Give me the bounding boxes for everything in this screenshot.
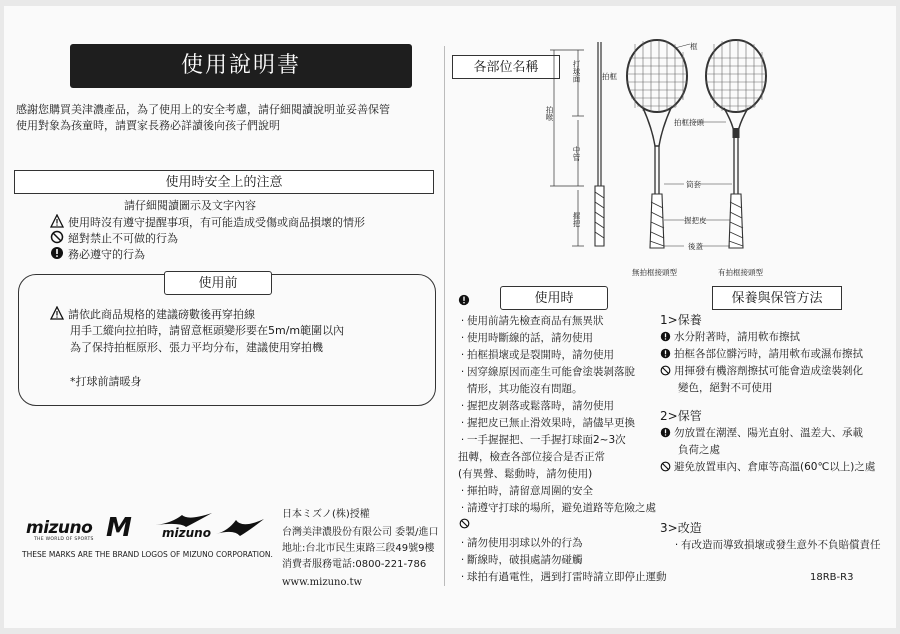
list-item: (有異聲、鬆動時，請勿使用) xyxy=(458,468,593,480)
mizuno-small-wordmark-logo: mizuno xyxy=(162,526,211,540)
storage-header: 保養與保管方法 xyxy=(712,286,842,310)
mandatory-circle-icon xyxy=(660,348,671,359)
intro-line-2: 使用對象為孩童時，請賈家長務必詳讀後向孩子們說明 xyxy=(16,119,280,132)
safety-item-text: 絕對禁止不可做的行為 xyxy=(68,232,178,245)
company-line-1: 日本ミズノ(株)授權 xyxy=(282,509,370,520)
list-item: 扭轉，檢查各部位接合是否正常 xyxy=(458,451,605,463)
modify-item: · 有改造而導致損壞或發生意外不負賠償責任 xyxy=(674,539,881,551)
company-line-3: 地址:台北市民生東路三段49號9樓 xyxy=(282,543,435,554)
keep-item: 避免放置車內、倉庫等高溫(60℃以上)之處 xyxy=(660,460,875,475)
logo-caption: THESE MARKS ARE THE BRAND LOGOS OF MIZUNO CORPORATION. xyxy=(22,550,273,559)
label-head-frame: 框 xyxy=(690,42,698,51)
prohibited-circle-icon xyxy=(50,230,64,244)
intro-line-1: 感謝您購買美津濃產品，為了使用上的安全考慮，請仔細閱讀說明並妥善保管 xyxy=(16,103,390,116)
care-item: 水分附著時，請用軟布擦拭 xyxy=(660,330,800,345)
safety-item-prohibited xyxy=(50,230,178,247)
list-item: · 請遵守打球的場所，避免道路等危險之處 xyxy=(460,502,656,514)
label-shaft: 中管 xyxy=(572,146,581,161)
list-item: · 握把皮已無止滑效果時，請儘早更換 xyxy=(460,417,635,429)
mizuno-wordmark-logo: mizuno xyxy=(26,518,93,538)
care-item: 拍框各部位髒污時，請用軟布或濕布擦拭 xyxy=(660,347,863,362)
prohibited-circle-icon xyxy=(660,461,671,472)
mandatory-circle-icon xyxy=(660,331,671,342)
mizuno-m-logo: M xyxy=(106,513,130,543)
label-throat-right: 拍框接頭 xyxy=(674,118,704,127)
list-item: · 一手握握把、一手握打球面2~3次 xyxy=(460,434,626,446)
safety-item-warning xyxy=(50,214,365,231)
warning-triangle-icon xyxy=(50,214,64,228)
list-item: · 斷線時，破損處請勿碰觸 xyxy=(460,554,583,566)
parts-header: 各部位名稱 xyxy=(452,55,560,79)
safety-subtitle: 請仔細閱讀圖示及文字內容 xyxy=(124,199,256,212)
manual-page xyxy=(4,6,896,628)
manual-title: 使用說明書 xyxy=(70,44,412,88)
before-use-line-3: 為了保持拍框原形、張力平均分布，建議使用穿拍機 xyxy=(70,341,323,354)
before-use-line-1 xyxy=(50,306,255,323)
mandatory-circle-icon xyxy=(50,246,64,260)
website-link[interactable]: www.mizuno.tw xyxy=(282,577,363,588)
list-item: · 使用前請先檢查商品有無異狀 xyxy=(460,315,604,327)
keep-item: 負荷之處 xyxy=(678,444,720,456)
keep-title: 2>保管 xyxy=(660,409,702,423)
list-item: · 因穿線原因而產生可能會塗裝剝落脫 xyxy=(460,366,635,378)
safety-item-text: 務必遵守的行為 xyxy=(68,248,145,261)
keep-item: 勿放置在潮溼、陽光直射、溫差大、承載 xyxy=(660,426,863,441)
caption-with-joint: 有拍框接頭型 xyxy=(718,268,763,277)
prohibited-circle-icon xyxy=(660,365,671,376)
safety-item-text: 使用時沒有遵守提醒事項，有可能造成受傷或商品損壞的情形 xyxy=(68,216,365,229)
before-use-text: 請依此商品規格的建議磅數後再穿拍線 xyxy=(68,308,255,321)
runbird-logo-icon xyxy=(214,516,266,538)
company-line-2: 台灣美津濃股份有限公司 委製/進口 xyxy=(282,527,439,538)
list-item: · 拍框損壞或是裂開時，請勿使用 xyxy=(460,349,614,361)
racket-with-joint xyxy=(706,40,766,248)
warning-triangle-icon xyxy=(50,306,64,320)
before-use-header: 使用前 xyxy=(164,271,272,295)
prohibited-circle-icon xyxy=(459,518,470,529)
care-title: 1>保養 xyxy=(660,313,702,327)
list-item: 情形，其功能沒有問題。 xyxy=(467,383,583,395)
before-use-line-2: 用手工縱向拉拍時，請留意框頭變形要在5m/m範圍以內 xyxy=(70,324,345,337)
label-face: 打球面 xyxy=(572,60,581,83)
label-grip-wrap: 握把皮 xyxy=(684,216,707,225)
logo-tagline: THE WORLD OF SPORTS xyxy=(34,537,94,542)
mandatory-circle-icon xyxy=(660,427,671,438)
label-frame: 拍框 xyxy=(602,72,617,81)
label-throat-left: 拍喉 xyxy=(545,106,554,121)
list-item: · 請勿使用羽球以外的行為 xyxy=(460,537,583,549)
before-use-note: *打球前請暖身 xyxy=(70,375,142,388)
mandatory-circle-icon xyxy=(458,294,470,306)
caption-no-joint: 無拍框接頭型 xyxy=(632,268,677,277)
list-item: · 球拍有過電性，遇到打雷時請立即停止運動 xyxy=(460,571,667,583)
modify-title: 3>改造 xyxy=(660,521,702,535)
label-joint: 筒套 xyxy=(686,180,701,189)
list-item: · 握把皮剝落或鬆落時，請勿使用 xyxy=(460,400,614,412)
label-cap: 後蓋 xyxy=(688,242,703,251)
list-item: · 使用時斷線的話，請勿使用 xyxy=(460,332,593,344)
care-item: 用揮發有機溶劑擦拭可能會造成塗裝剝化 xyxy=(660,364,863,379)
safety-header: 使用時安全上的注意 xyxy=(14,170,434,194)
label-grip: 握把 xyxy=(572,212,581,227)
column-divider xyxy=(444,46,445,586)
during-use-header: 使用時 xyxy=(500,286,608,310)
care-item: 變色，絕對不可使用 xyxy=(678,382,773,394)
document-code: 18RB-R3 xyxy=(810,572,854,583)
list-item: · 揮拍時，請留意周圍的安全 xyxy=(460,485,593,497)
company-line-4: 消費者服務電話:0800-221-786 xyxy=(282,559,427,570)
safety-item-mandatory xyxy=(50,246,145,263)
racket-without-joint xyxy=(627,40,687,248)
